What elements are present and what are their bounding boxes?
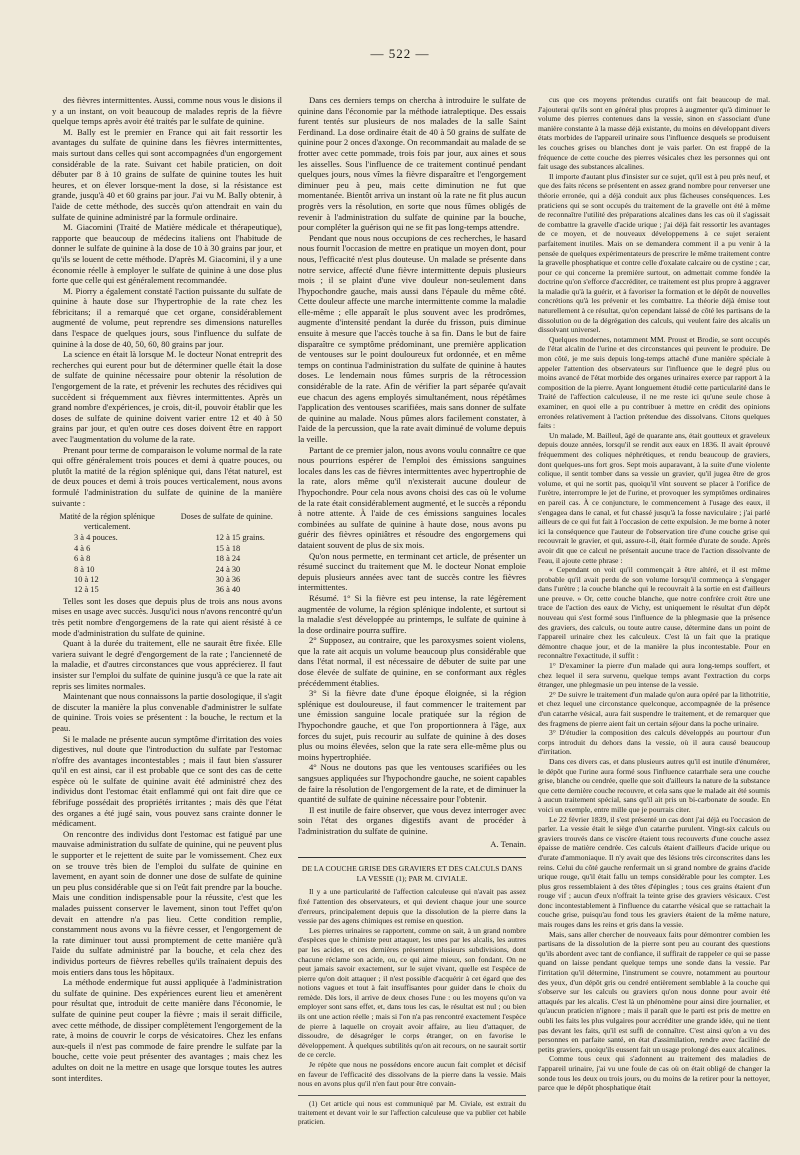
table-cell-dose: 15 à 18 bbox=[215, 543, 241, 553]
paragraph: Telles sont les doses que depuis plus de trois ans nous avons mises en usage avec succès. Jusqu'ici nous n'avons rencontré qu'un très petit nombre d'engorgemens de la rate qui aient résisté à ce mode d'administration du sulfate de quinine. bbox=[52, 595, 282, 638]
paragraph: « Cependant on voit qu'il commençait à être altéré, et il est même probable qu'il avait perdu de son volume lorsqu'il commença à s'engager dans l'urètre ; la couche blanche qui le recouvrait à la sortie en est d'ailleurs une preuve. » Or, cette couche blanche, que notre confrère croit être une trace de l'action des eaux de Vichy, est uniquement le résultat d'un dépôt nouveau qui s'est formé sous l'influence de la phlegmasie que la présence des graviers, des calculs, ou toute autre cause, détermine dans un point de l'appareil urinaire chez les calculeux. C'est là un fait que la pratique démontre chaque jour, et de la manière la plus incontestable. Pour en reconnaître l'exactitude, il suffit : bbox=[538, 565, 770, 661]
paragraph: Si le malade ne présente aucun symptôme d'irritation des voies digestives, nul doute que l'introduction du sulfate par l'estomac n'offre des avantages incontestables ; mais il faut bien s'assurer qu'il en est ainsi, car il est probable que ce sont des cas de cette espèce où le sulfate de quinine avait été administré chez des individus dont l'estomac était enflammé qui ont fait dire que ce fébrifuge possédait des propriétés irritantes ; mais dès que l'état des organes a été jugé sain, vous pouvez sans crainte donner le médicament. bbox=[52, 733, 282, 829]
paragraph: M. Bally est le premier en France qui ait fait ressortir les avantages du sulfate de quinine dans les fièvres intermittentes, mais surtout dans celles qui sont accompagnées d'un engorgement considérable de la rate. Suivant cet habile praticien, on doit débuter par 8 à 10 grains de sulfate de quinine toutes les huit heures, et on élever lorsque-ment la dose, si la résistance est grande, jusqu'à 40 et 60 grains par jour. J'ai vu M. Bally obtenir, à l'aide de cette méthode, des succès qu'on attendrait en vain du sulfate de quinine administré par la formule ordinaire. bbox=[52, 126, 282, 222]
paragraph: Dans ces derniers temps on chercha à introduire le sulfate de quinine dans l'économie par la méthode iatraleptique. Des essais furent tentés sur plusieurs de nos malades de la salle Saint Ferdinand. La dose ordinaire était de 40 à 50 grains de sulfate de quinine pour 2 onces d'axonge. On recommandait au malade de se frotter avec cette pommade, trois fois par jour, aux aines et sous les aisselles. Sous l'influence de ce traitement continué pendant quelques jours, nous vîmes la fièvre disparaître et l'engorgement diminuer peu à peu, mais cette diminution ne fut que momentanée. Bientôt arriva un instant où la rate ne fit plus aucun progrès vers la résolution, en sorte que nous fûmes obligés de revenir à l'administration du sulfate de quinine par la bouche, pour compléter la guérison qui ne se fit pas long-temps attendre. bbox=[298, 95, 526, 233]
paragraph: Dans ces divers cas, et dans plusieurs autres qu'il est inutile d'énumérer, le dépôt que l'urine aura formé sous l'influence catarrhale sera une couche grise, blanche ou cendrée, quelle que soit d'ailleurs la nature de la substance que cette dernière couche recouvre, et cela sans que le malade ait été soumis à aucun traitement spécial, sans qu'il ait pris un bi-carbonate de soude. En voici un exemple, entre mille que je pourrais citer. bbox=[538, 756, 770, 814]
paragraph: Un malade, M. Bailleul, âgé de quarante ans, était goutteux et graveleux depuis douze années, lorsqu'il se rendit aux eaux en 1836. Il avait éprouvé fréquemment des coliques néphrétiques, et rendu beaucoup de graviers, dont quelques-uns fort gros. Sept mois auparavant, à la suite d'une violente colique, il sentit tomber dans sa vessie un gravier, qu'il jugea être de gros volume, et qui ne sortit pas, quoiqu'il vînt souvent se placer à l'orifice de l'urètre, interrompre le jet de l'urine, et provoquer les symptômes ordinaires en pareil cas. À ce conjuncture, le commencement à l'usage des eaux, il s'engagea dans le canal, et fut chassé jusqu'à la fosse naviculaire ; j'ai parlé ailleurs de ce qui fut fait à l'occasion de cette expulsion. Je me borne à noter ici la conséquence que l'auteur de l'observation tire d'une couche grise qui recouvrait le gravier, et qui, assure-t-il, était formée d'urate de soude. Après avoir dit que ce calcul ne présentait aucune trace de l'action dissolvante de l'eau, il ajoute cette phrase : bbox=[538, 430, 770, 565]
paragraph: Prenant pour terme de comparaison le volume normal de la rate qui offre généralement trois pouces et demi à quatre pouces, ou plutôt la matité de la région splénique qui, dans l'état naturel, est de deux pouces et demi à trois pouces verticalement, nous avons formulé l'administration du sulfate de quinine de la manière suivante : bbox=[52, 444, 282, 508]
page-number: — 522 — bbox=[370, 46, 430, 61]
dosage-table-header-doses: Doses de sulfate de quinine. bbox=[180, 512, 273, 522]
table-cell-dose: 12 à 15 grains. bbox=[215, 533, 265, 543]
paragraph: 1° D'examiner la pierre d'un malade qui aura long-temps souffert, et chez lequel il sera survenu, quelque temps avant l'extraction du corps étranger, une phlegmasie un peu intense de la vessie. bbox=[538, 661, 770, 690]
paragraph: La méthode endermique fut aussi appliquée à l'administration du sulfate de quinine. Des expériences eurent lieu et amenèrent pour résultat que, introduit de cette manière dans l'économie, le sulfate de quinine peut couper la fièvre ; mais il serait difficile, avec cette méthode, de dissiper complètement l'engorgement de la rate, à moins de couvrir le corps de vésicatoires. Chez les enfans aux-quels il n'est pas commode de faire prendre le sulfate par la bouche, cette voie peut présenter des avantages ; mais chez les adultes on doit ne la mettre en usage que lorsque toutes les autres sont interdites. bbox=[52, 977, 282, 1083]
table-cell-dose: 36 à 40 bbox=[215, 585, 241, 595]
dosage-table-header bbox=[52, 512, 282, 531]
table-row bbox=[52, 565, 282, 575]
column-right bbox=[538, 95, 770, 1140]
paragraph: 2° De suivre le traitement d'un malade qu'on aura opéré par la lithotritie, et chez lequel une circonstance quelconque, accompagnée de la présence d'un catarrhe vésical, aura fait suspendre le traitement, et de remarquer que des fragmens de pierre aient fait un certain séjour dans la poche urinaire. bbox=[538, 689, 770, 728]
paragraph: Il est inutile de faire observer, que vous devez interroger avec soin l'état des organes digestifs avant de procéder à l'administration du sulfate de quinine. bbox=[298, 804, 526, 836]
paragraph: 4° Nous ne doutons pas que les ventouses scarifiées ou les sangsues appliquées sur l'hypochondre gauche, ne soient capables de faire la résolution de l'engorgement de la rate, et de diminuer la quantité de sulfate de quinine nécessaire pour l'obtenir. bbox=[298, 762, 526, 805]
section-paragraphs bbox=[298, 887, 526, 1088]
paragraph: Le 22 février 1839, il s'est présenté un cas dont j'ai déjà eu l'occasion de parler. La vessie était le siège d'un catarrhe purulent. Vingt-six calculs ou graviers trouvés dans ce viscère étaient tous recouverts d'une couche assez épaisse de matière cendrée. Ces calculs étaient d'ailleurs d'acide urique ou d'urate d'ammoniaque. Il n'y avait que des lésions très circonscrites dans les reins. Celui du côté gauche renfermait un si grand nombre de grains d'acide urique rouge, qu'il était fallu un temps considérable pour les compter. Les plus gros ressemblaient à des têtes d'épingles ; tous ces grains étaient d'un rouge vif ; aucun d'eux n'offrait la teinte grise des graviers vésicaux. C'est donc incontestablement à l'influence du catarrhe vésical que se rattachait la couche grise, puisqu'au fond tous les graviers étaient de la même nature, mais rouges dans les reins et gris dans la vessie. bbox=[538, 814, 770, 930]
table-row bbox=[52, 575, 282, 585]
table-cell-matite: 6 à 8 bbox=[74, 554, 91, 564]
paragraph: La science en était là lorsque M. le docteur Nonat entreprit des recherches qui eurent pour but de déterminer quelle était la dose de sulfate de quinine nécessaire pour obtenir la résolution de l'engorgement de la rate, et prévenir les rechutes des récidives qui succèdent si fréquemment aux fièvres intermittentes. Après un grand nombre d'expériences, je crois, dit-il, pouvoir établir que les doses de sulfate de quinine doivent varier entre 12 et 40 à 50 grains par jour, et qu'en outre ces doses doivent être en rapport avec l'augmentation du volume de la rate. bbox=[52, 349, 282, 444]
paragraph: 3° D'étudier la composition des calculs développés au pourtour d'un corps introduit du dehors dans la vessie, où il aura causé beaucoup d'irritation. bbox=[538, 728, 770, 757]
dosage-table bbox=[52, 533, 282, 595]
paragraph: Qu'on nous permette, en terminant cet article, de présenter un résumé succinct du traitement que M. le docteur Nonat emploie depuis plusieurs années avec tant de succès contre les fièvres intermittentes. bbox=[298, 550, 526, 593]
paragraph: M. Piorry a également constaté l'action puissante du sulfate de quinine à haute dose sur l'hypertrophie de la rate chez les fébricitans; il a remarqué que cet organe, considérablement augmenté de volume, peut reprendre ses dimensions naturelles dans l'espace de quelques jours, sous l'influence du sulfate de quinine à la dose de 40, 50, 60, 80 grains par jour. bbox=[52, 285, 282, 349]
table-row bbox=[52, 585, 282, 595]
column-right-paragraphs bbox=[538, 95, 770, 1093]
paragraph: Il y a une particularité de l'affection calculeuse qui n'avait pas assez fixé l'attention des observateurs, et qui devient chaque jour une source d'erreurs, principalement depuis que la dissolution de la pierre dans la vessie par des agens chimiques est remise en question. bbox=[298, 887, 526, 926]
paragraph: des fièvres intermittentes. Aussi, comme nous vous le disions il y a un instant, on voit beaucoup de malades repris de la fièvre quelque temps après avoir été traités par le sulfate de quinine. bbox=[52, 95, 282, 127]
column-left-paragraphs-top bbox=[52, 95, 282, 508]
column-middle bbox=[298, 95, 526, 1140]
paragraph: Comme tous ceux qui s'adonnent au traitement des maladies de l'appareil urinaire, j'ai vu une foule de cas où on était obligé de changer la sonde tous les deux ou trois jours, ou du moins de la retirer pour la nettoyer, parce que le dépôt phosphatique était bbox=[538, 1054, 770, 1093]
paragraph: Pendant que nous nous occupions de ces recherches, le hasard nous fournit l'occasion de mettre en pratique un moyen dont, pour nous, l'efficacité n'est plus douteuse. Un malade se présente dans notre service, affecté d'une fièvre intermittente depuis plusieurs mois ; il se plaint d'une vive douleur non-seulement dans l'hypochondre gauche, mais aussi dans l'épaule du même côté. Cette douleur affecte une marche intermittente comme la maladie elle-même ; elle apparaît le plus souvent avec les prodrômes, augmente d'intensité pendant la durée du frisson, puis diminue ensuite à mesure que l'accès touche à sa fin. Dans le but de faire disparaître ce symptôme prédominant, une première application de ventouses sur le point douloureux fut ordonnée, et en même temps on continua l'administration du sulfate de quinine à hautes doses. Le lendemain nous fûmes surpris de la rétrocession considérable de la rate. Afin de vérifier la part séparée qu'avait eue chacun des agens employés simultanément, nous répétâmes l'application des ventouses scarifiées, mais sans donner de sulfate de quinine au malade. Nous pûmes alors facilement constater, à l'aide de la percussion, que la rate avait diminué de volume depuis la veille. bbox=[298, 232, 526, 444]
section-title: DE LA COUCHE GRISE DES GRAVIERS ET DES CALCULS DANS LA VESSIE (1); PAR M. CIVIALE. bbox=[301, 864, 523, 883]
section-divider bbox=[298, 857, 526, 858]
paragraph: Mais, sans aller chercher de nouveaux faits pour démontrer combien les partisans de la dissolution de la pierre sont peu au courant des questions qu'ils abordent avec tant de confiance, il suffirait de rappeler ce qui se passe quand on laisse pendant quelque temps une sonde dans la vessie. Par l'irritation qu'il détermine, l'instrument se couvre, notamment au pourtour des yeux, d'un dépôt gris ou cendré entièrement semblable à la couche qui s'observe sur les calculs ou graviers qu'on nous donne pour avoir été attaqués par les alcalis. C'est là un phénomène pour ainsi dire journalier, et qu'aucun praticien n'ignore ; mais il paraît que le parti est pris de mettre en oubli les faits les plus vulgaires pour accréditer une grande idée, qui ne tient pas devant les faits, qu'il est suffi de connaître. C'est ainsi qu'on a vu des personnes en parfaite santé, en état d'assimilation, rendre avec facilité de petits graviers, quoiqu'ils eussent fait un usage prolongé des eaux alcalines. bbox=[538, 929, 770, 1054]
column-left-paragraphs-bottom bbox=[52, 596, 282, 1083]
table-row bbox=[52, 544, 282, 554]
table-row bbox=[52, 533, 282, 543]
column-middle-paragraphs bbox=[298, 95, 526, 837]
table-cell-dose: 18 à 24 bbox=[215, 554, 241, 564]
paragraph: 3° Si la fièvre date d'une époque éloignée, si la région splénique est douloureuse, il faut commencer le traitement par une émission sanguine locale pratiquée sur la région de l'hypochondre gauche, et que l'on proportionnera à l'âge, aux forces du sujet, puis recourir au sulfate de quinine à des doses plus ou moins élevées, selon que la rate sera elle-même plus ou moins hypertrophiée. bbox=[298, 688, 526, 762]
paragraph: Les pierres urinaires se rapportent, comme on sait, à un grand nombre d'espèces que le chimiste peut attaquer, les unes par les alcalis, les autres par les acides, et ces dernières présentent plusieurs subdivisions, dont chacune réclame son acide, ou, ce qui aime mieux, son fondant. On ne peut jamais savoir exactement, sur le sujet vivant, quelle est l'espèce de pierre qu'on doit attaquer ; il n'est possible d'acquérir à cet égard que des notions vagues et tout à fait insuffisantes pour guider dans le choix du remède. Dès lors, il arrive de deux choses l'une : ou les moyens qu'on va employer sont sans effet, et, dans tous les cas, le résultat est nul ; ou bien ils ont une action réelle ; mais si l'on n'a pas rencontré exactement l'espèce de pierre à laquelle on croyait avoir affaire, au lieu d'attaquer, de dissoudre, de désagréger le corps étranger, on en favorise le développement. À quelques subtilités qu'on ait recours, on ne saurait sortir de ce cercle. bbox=[298, 925, 526, 1060]
paragraph: On rencontre des individus dont l'estomac est fatigué par une mauvaise administration du sulfate de quinine, qui ne peuvent plus le supporter et le rejettent de suite par le vomissement. Chez eux on se trouve très bien de l'emploi du sulfate de quinine en lavement, en ayant soin de donner une dose de sulfate de quinine un peu plus considérable que si on l'eût fait prendre par la bouche. Mais une condition indispensable pour la réussite, c'est que les malades puissent conserver le lavement, sinon tout l'effet qu'on devait en attendre n'a pas lieu. Cette condition remplie, constamment nous avons vu la fièvre cesser, et l'engorgement de la rate diminuer tout aussi promptement de cette manière qu'à l'aide du sulfate administré par la bouche, et cela chez des individus porteurs de fièvres rebelles qu'ils traînaient depuis des mois entiers dans tous les hôpitaux. bbox=[52, 828, 282, 977]
paragraph: Résumé. 1° Si la fièvre est peu intense, la rate légèrement augmentée de volume, la région splénique indolente, et surtout si la maladie s'est développée au printemps, le sulfate de quinine à la dose ordinaire pourra suffire. bbox=[298, 592, 526, 635]
column-left bbox=[52, 95, 282, 1140]
table-cell-matite: 10 à 12 bbox=[74, 574, 99, 584]
table-row bbox=[52, 554, 282, 564]
dosage-table-header-matite: Matité de la région splénique verticalement. bbox=[59, 512, 155, 531]
paragraph: Maintenant que nous connaissons la partie dosologique, il s'agit de discuter la manière la plus convenable d'administrer le sulfate de quinine. Trois voies se présentent : la bouche, le rectum et la peau. bbox=[52, 691, 282, 733]
footnote-text: (1) Cet article qui nous est communiqué par M. Civiale, est extrait du traitement et devant voir le sur l'affection calculeuse que va publier cet habile praticien. bbox=[298, 1099, 526, 1126]
article-signature: A. Tenain. bbox=[490, 838, 526, 849]
paragraph: 2° Supposez, au contraire, que les paroxysmes soient violens, que la rate ait acquis un volume beaucoup plus considérable que dans l'état normal, il est nécessaire de débuter de suite par une dose élevée de sulfate de quinine, en se conformant aux règles précédemment établies. bbox=[298, 635, 526, 688]
footnote bbox=[298, 1095, 526, 1127]
table-cell-matite: 4 à 6 bbox=[74, 543, 91, 553]
paragraph: M. Giacomini (Traité de Matière médicale et thérapeutique), rapporte que beaucoup de médecins italiens ont l'habitude de donner le sulfate de quinine à la dose de 10 à 30 grains par jour, et qu'ils se louent de cette méthode. D'après M. Giacomini, il y a une économie réelle à employer le sulfate de quinine à une dose plus forte que celle qui est généralement recommandée. bbox=[52, 222, 282, 286]
table-cell-matite: 8 à 10 bbox=[74, 564, 95, 574]
paragraph: Quelques modernes, notamment MM. Proust et Brodie, se sont occupés de l'état alcalin de l'urine et des circonstances qui peuvent le produire. De mon côté, je me suis depuis long-temps attaché d'une manière spéciale à appeler l'attention des observateurs sur l'influence que le degré plus ou moins avancé de l'état morbide des organes urinaires exerce par rapport à la composition de la pierre. Ayant longuement étudié cette particularité dans le Traité de l'affection calculeuse, il ne me reste ici qu'une seule chose à examiner, en quoi elle a pu contribuer à mettre en crédit des opinions erronées relativement à l'action prétendue des dissolvans. Citons quelques faits : bbox=[538, 334, 770, 431]
table-cell-matite: 12 à 15 bbox=[74, 585, 99, 595]
paragraph: Quant à la durée du traitement, elle ne saurait être fixée. Elle variera suivant le degré d'engorgement de la rate ; l'ancienneté de la maladie, et d'autres circonstances que vous apprécierez. Il faut insister sur l'emploi du sulfate de quinine jusqu'à ce que la rate ait repris ses limites normales. bbox=[52, 638, 282, 691]
table-cell-dose: 24 à 30 bbox=[215, 564, 241, 574]
paragraph: Partant de ce premier jalon, nous avons voulu connaître ce que nous pourrions espérer de l'emploi des émissions sanguines locales dans les cas de fièvres intermittentes avec hypertrophie de la rate, alors même qu'il n'existerait aucune douleur de l'hypochondre. Pour cela nous avons choisi des cas où le volume de la rate était considérablement augmenté, et le succès a répondu à notre attente. À l'aide de ces émissions sanguines locales combinées au sulfate de quinine à haute dose, nous avons pu guérir des fièvres opiniâtres et résoudre des engorgemens qui dataient souvent de plus de six mois. bbox=[298, 444, 526, 550]
paragraph: Je répète que nous ne possédons encore aucun fait complet et décisif en faveur de l'efficacité des dissolvans de la pierre dans la vessie. Mais nous en avons plus qu'il n'en faut pour être convain- bbox=[298, 1060, 526, 1089]
table-cell-dose: 30 à 36 bbox=[215, 574, 241, 584]
table-cell-matite: 3 à 4 pouces. bbox=[74, 533, 118, 543]
paragraph: Il importe d'autant plus d'insister sur ce sujet, qu'il est à peu près neuf, et que des faits récens se présentent en assez grand nombre pour renverser une théorie erronée, qui a déjà conduit aux plus fâcheuses conséquences. Les praticiens qui se sont occupés du traitement de la gravelle ont été à même de reconnaître l'utilité des préparations alcalines dans les cas où il s'agissait de combattre la gravelle d'acide urique ; j'ai déjà fait ressortir les avantages de ce moyen, et de nouveaux développemens à ce sujet seraient parfaitement inutiles. Mais on se demandera comment il a pu venir à la pensée de quelques expérimentateurs de prescrire le même traitement contre la gravelle phosphatique et contre celle d'oxalate calcaire ou de cystine ; car, pour ce qui concerne la première surtout, on admettait comme fondée la doctrine qu'on s'efforce d'accréditer, ce traitement est plus propre à aggraver la maladie qu'à la guérir, et à favoriser la formation et le dépôt de nouvelles concrétions qu'à les prévenir et les combattre. La théorie déjà émise tout naturellement à ce résultat, qu'on cependant laissé de côté les partisans de la dissolution ou de la dégrégation des calculs, qui veulent faire des alcalis un dissolvant universel. bbox=[538, 171, 770, 335]
paragraph: cus que ces moyens prétendus curatifs ont fait beaucoup de mal. J'ajouterai qu'ils sont en général plus propres à augmenter qu'à diminuer le volume des pierres contenues dans la vessie, sinon en s'associant d'une manière constante à la masse déjà existante, du moins en développant divers états morbides de l'appareil urinaire sous l'influence desquels se produisent les couches grises ou blanches dont je vais parler. On est frappé de la fréquence de cette couche des pierres vésicales chez les personnes qui ont fait usage des substances alcalines. bbox=[538, 95, 770, 172]
